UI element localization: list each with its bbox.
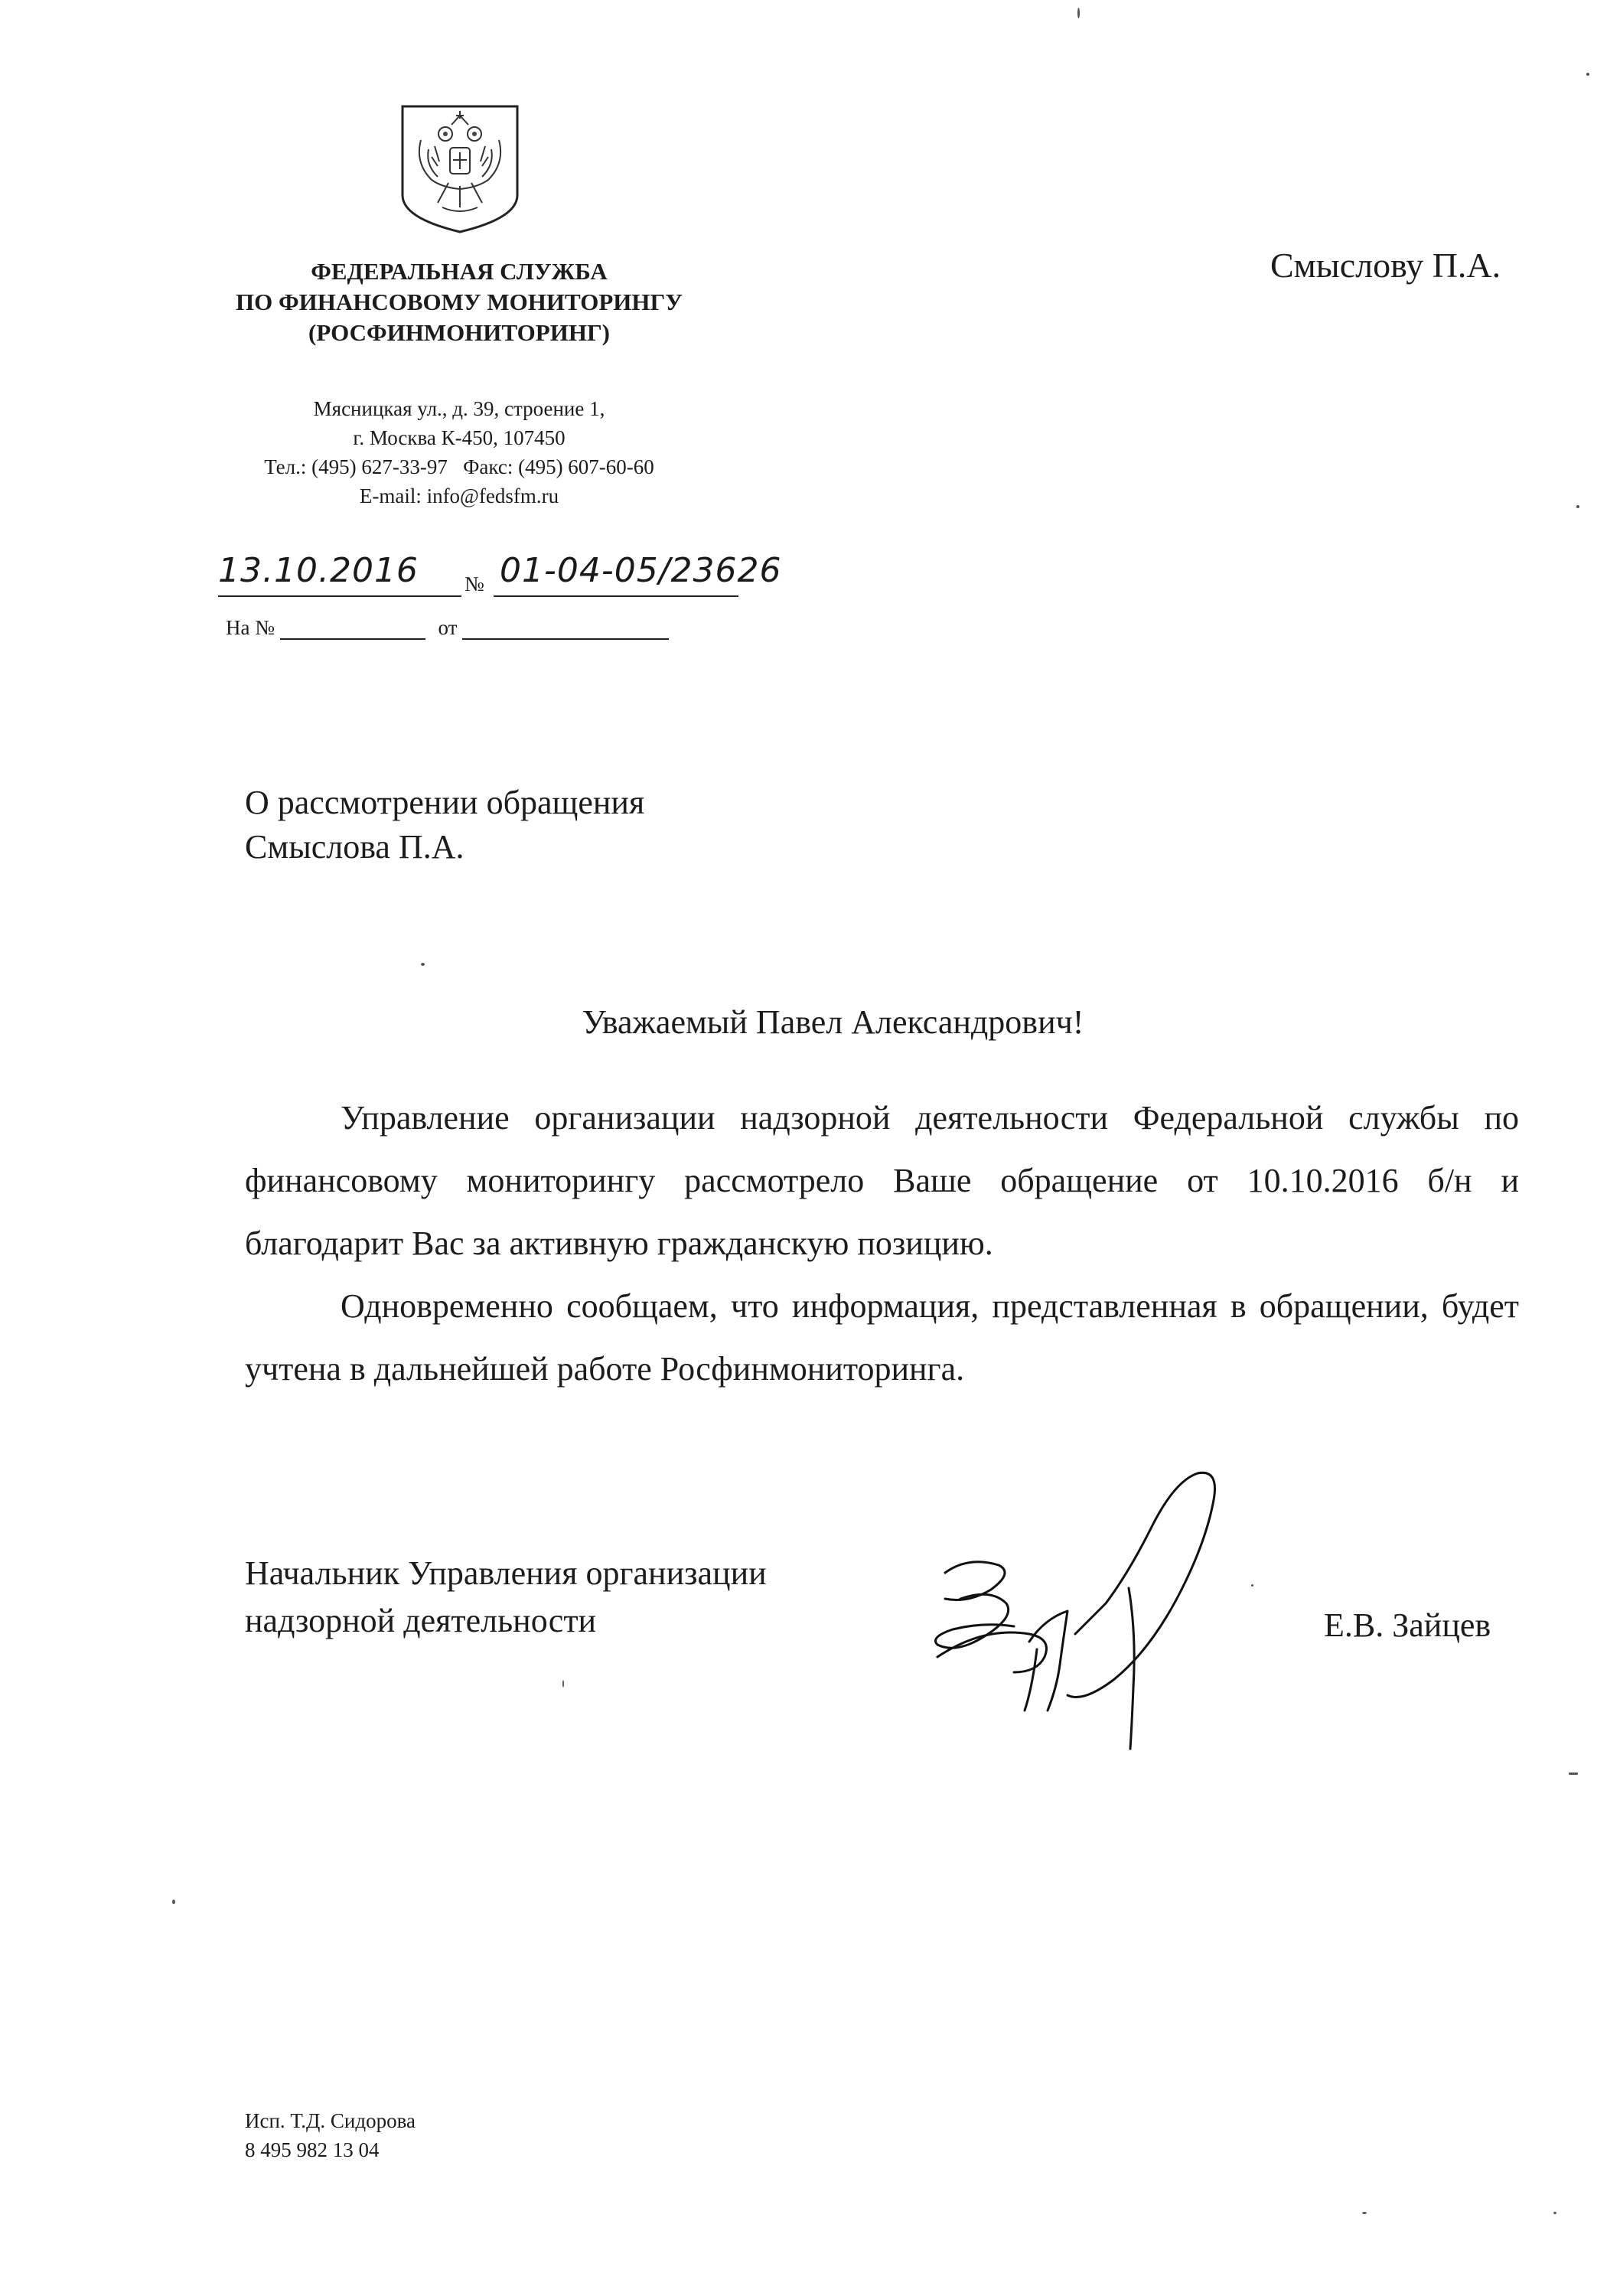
reply-reference-line [226, 616, 669, 640]
registration-line [218, 551, 830, 605]
executor-block [245, 2106, 416, 2164]
body-paragraph-1: Управление организации надзорной деятельности Федеральной службы по финансовому мониторингу рассмотрело Ваше обращение от 10.10.2016 б/н и благодарит Вас за активную гражданскую позицию. [245, 1099, 1519, 1262]
addressee: Смыслову П.А. [1270, 246, 1501, 285]
greeting: Уважаемый Павел Александрович! [582, 1003, 1084, 1041]
coat-of-arms-emblem [398, 103, 522, 235]
org-address-city: г. Москва К-450, 107450 [353, 426, 566, 449]
org-name-line-3: (РОСФИНМОНИТОРИНГ) [308, 319, 610, 346]
subject-line-1: О рассмотрении обращения [245, 784, 645, 821]
executor-phone: 8 495 982 13 04 [245, 2138, 380, 2161]
org-phone-fax: Тел.: (495) 627-33-97 Факс: (495) 607-60-60 [264, 455, 654, 478]
signatory-position [245, 1550, 767, 1645]
org-name-line-2: ПО ФИНАНСОВОМУ МОНИТОРИНГУ [236, 289, 683, 315]
registration-number-label: № [464, 572, 484, 595]
signatory-position-line-1: Начальник Управления организации [245, 1554, 767, 1592]
registration-date: 13.10.2016 [218, 551, 419, 590]
body-paragraph-2: Одновременно сообщаем, что информация, представленная в обращении, будет учтена в дальнейшей работе Росфинмониторинга. [245, 1287, 1519, 1388]
org-email: E-mail: info@fedsfm.ru [359, 484, 559, 507]
executor-name: Исп. Т.Д. Сидорова [245, 2109, 416, 2132]
registration-number: 01-04-05/23626 [500, 551, 782, 590]
subject-line-2: Смыслова П.А. [245, 828, 464, 866]
reply-number-blank [280, 620, 425, 640]
signatory-name: Е.В. Зайцев [1324, 1606, 1491, 1644]
reply-number-label: На № [226, 616, 275, 639]
reply-date-blank [462, 620, 669, 640]
reply-date-label: от [438, 616, 458, 639]
signatory-position-line-2: надзорной деятельности [245, 1602, 597, 1639]
org-address-street: Мясницкая ул., д. 39, строение 1, [313, 397, 605, 420]
org-name-line-1: ФЕДЕРАЛЬНАЯ СЛУЖБА [311, 258, 608, 285]
handwritten-signature [914, 1458, 1274, 1764]
